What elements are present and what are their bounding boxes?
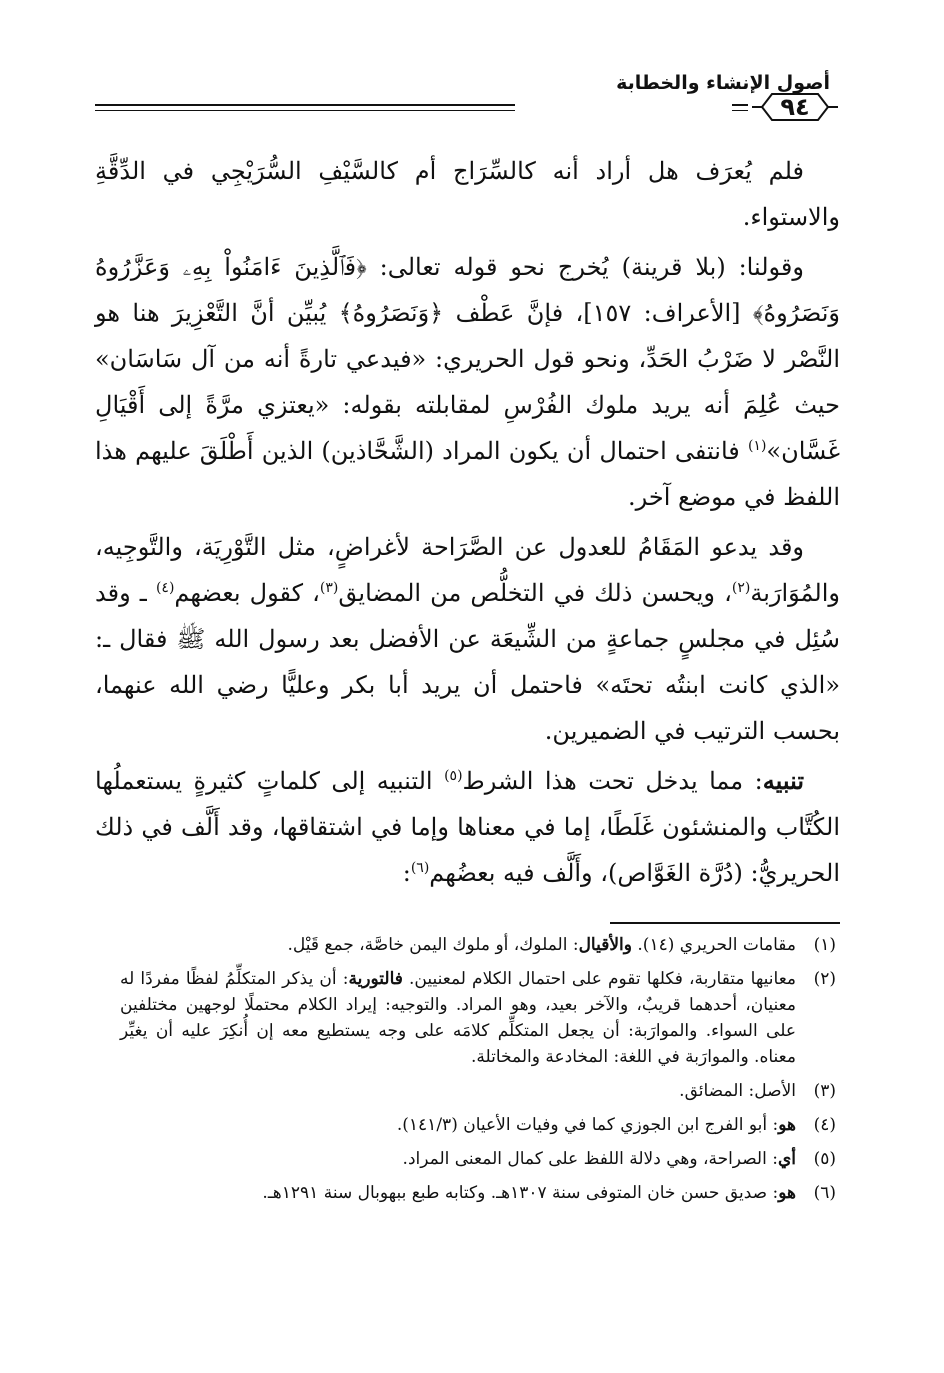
footnote-ref-2[interactable]: (٢) bbox=[731, 580, 751, 596]
footnote-ref-5[interactable]: (٥) bbox=[444, 768, 463, 784]
footnote-text bbox=[120, 1146, 796, 1172]
paragraph-2-text-a: وقولنا: (بلا قرينة) يُخرج نحو قوله تعالى: ﴿فَٱلَّذِينَ ءَامَنُواْ بِهِۦ وَعَزَّرُوهُ وَنَصَرُوهُ﴾ [الأعراف: ١٥٧]، فإنَّ عَطْف ﴿وَنَصَرُوهُ﴾ يُبيِّن أنَّ التَّعْزِيرَ هنا هو النَّصْر لا ضَرْبُ الحَدِّ، ونحو قول الحريري: «فيدعي تارةً أنه من آل سَاسَان» حيث عُلِمَ أنه يريد ملوك الفُرْسِ لمقابلته بقوله: «يعتزي مرَّةً إلى أَقْيَالِ غَسَّان» bbox=[95, 253, 840, 465]
footnote-1 bbox=[120, 932, 836, 958]
paragraph-2 bbox=[95, 244, 840, 520]
paragraph-4-text-a: : مما يدخل تحت هذا الشرط bbox=[462, 767, 763, 795]
footnote-number: (١) bbox=[813, 935, 836, 955]
footnote-6 bbox=[120, 1180, 836, 1206]
footnote-term: هو bbox=[778, 1115, 796, 1135]
footnote-number: (٢) bbox=[813, 969, 836, 989]
footnote-text-part: : الصراحة، وهي دلالة اللفظ على كمال المعنى المراد. bbox=[402, 1149, 778, 1169]
header-rule-short bbox=[732, 104, 748, 106]
paragraph-4-text-b: التنبيه إلى كلماتٍ كثيرةٍ يستعملُها الكُتَّاب والمنشئون غَلَطًا، إما في معناها وإما في اشتقاقها، وقد أَلَّف في ذلك الحريريُّ: (دُرَّة الغَوَّاص)، وأَلَّف فيه بعضُهم bbox=[95, 767, 840, 887]
header-rule-2 bbox=[95, 110, 515, 111]
footnote-text-part: مقامات الحريري (١٤). bbox=[631, 935, 796, 955]
page-number: ٩٤ bbox=[780, 93, 810, 121]
footnote-text-part: : أن يذكر المتكلِّمُ لفظًا مفردًا له معنيان، أحدهما قريبٌ، والآخر بعيد، وهو المراد. والتوجيه: إيراد الكلام محتملًا لوجهين مختلفين على السواء. والموارَبة: أن يجعل المتكلِّم كلامَه على وجه يستطيع معه إن أُنكِرَ عليه أن يغيِّر معناه. والموارَبة في اللغة: المخادعة والمخاتلة. bbox=[120, 969, 796, 1067]
footnote-3 bbox=[120, 1078, 836, 1104]
paragraph-1-text: فلم يُعرَف هل أراد أنه كالسِّرَاج أم كالسَّيْفِ السُّرَيْجِي في الدِّقَّةِ والاستواء. bbox=[95, 157, 840, 231]
paragraph-3-text-b: ، ويحسن ذلك في التخلُّص من المضايق bbox=[338, 579, 732, 607]
page-number-badge bbox=[750, 90, 840, 124]
paragraph-3-text-a: وقد يدعو المَقَامُ للعدول عن الصَّرَاحة لأغراضٍ، مثل التَّوْرِيَة، والتَّوجِيه، والمُوَارَبة bbox=[95, 533, 840, 607]
paragraph-4-text-c: : bbox=[402, 859, 411, 887]
footnote-term: أي bbox=[777, 1149, 796, 1169]
footnote-text bbox=[120, 1112, 796, 1138]
footnote-text-part: : صديق حسن خان المتوفى سنة ١٣٠٧هـ. وكتابه طبع ببهوبال سنة ١٢٩١هـ. bbox=[262, 1183, 779, 1203]
footnote-number: (٤) bbox=[813, 1115, 836, 1135]
footnote-ref-6[interactable]: (٦) bbox=[410, 860, 430, 876]
footnote-ref-1[interactable]: (١) bbox=[747, 438, 767, 454]
footnote-5 bbox=[120, 1146, 836, 1172]
tanbih-label: تنبيه bbox=[762, 766, 804, 795]
footnotes bbox=[120, 932, 836, 1214]
footnote-text bbox=[120, 932, 796, 958]
footnote-number: (٣) bbox=[813, 1081, 836, 1101]
header-rule-short-2 bbox=[732, 110, 748, 111]
footnote-term: هو bbox=[778, 1183, 796, 1203]
footnote-text bbox=[120, 1180, 796, 1206]
footnote-text-part: : الملوك، أو ملوك اليمن خاصَّة، جمع قَيْل. bbox=[287, 935, 579, 955]
footnote-ref-4[interactable]: (٤) bbox=[155, 580, 175, 596]
footnote-term: والأقيال bbox=[578, 935, 632, 955]
paragraph-3-text-c: ، كقول بعضهم bbox=[174, 579, 320, 607]
page-header bbox=[95, 62, 840, 126]
paragraph-3 bbox=[95, 524, 840, 754]
paragraph-1 bbox=[95, 148, 840, 240]
footnote-2 bbox=[120, 966, 836, 1070]
paragraph-3-text-d: ـ وقد سُئِل في مجلسٍ جماعةٍ من الشِّيعَة عن الأفضل بعد رسول الله ﷺ فقال ـ: «الذي كانت ابنتُه تحتَه» فاحتمل أن يريد أبا بكر وعليًّا رضي الله عنهما، بحسب الترتيب في الضميرين. bbox=[95, 579, 840, 745]
running-title: أصول الإنشاء والخطابة bbox=[616, 72, 830, 94]
footnote-text-part: معانيها متقاربة، فكلها تقوم على احتمال الكلام لمعنيين. bbox=[402, 969, 797, 989]
footnote-text-part: : أبو الفرج ابن الجوزي كما في وفيات الأعيان (١٤١/٣). bbox=[396, 1115, 779, 1135]
footnote-text bbox=[120, 966, 796, 1070]
header-rule bbox=[95, 104, 515, 106]
main-text bbox=[95, 148, 840, 900]
footnote-text bbox=[120, 1078, 796, 1104]
footnote-number: (٦) bbox=[813, 1183, 836, 1203]
footnote-term: فالتورية bbox=[348, 969, 403, 989]
footnote-ref-3[interactable]: (٣) bbox=[319, 580, 339, 596]
footnote-text-part: الأصل: المضائق. bbox=[679, 1081, 796, 1101]
footnote-number: (٥) bbox=[813, 1149, 836, 1169]
paragraph-2-text-b: فانتفى احتمال أن يكون المراد (الشَّحَّاذين) الذين أَطْلَقَ عليهم هذا اللفظ في موضع آخر. bbox=[95, 437, 840, 511]
paragraph-4 bbox=[95, 758, 840, 896]
footnote-separator bbox=[610, 922, 840, 924]
footnote-4 bbox=[120, 1112, 836, 1138]
